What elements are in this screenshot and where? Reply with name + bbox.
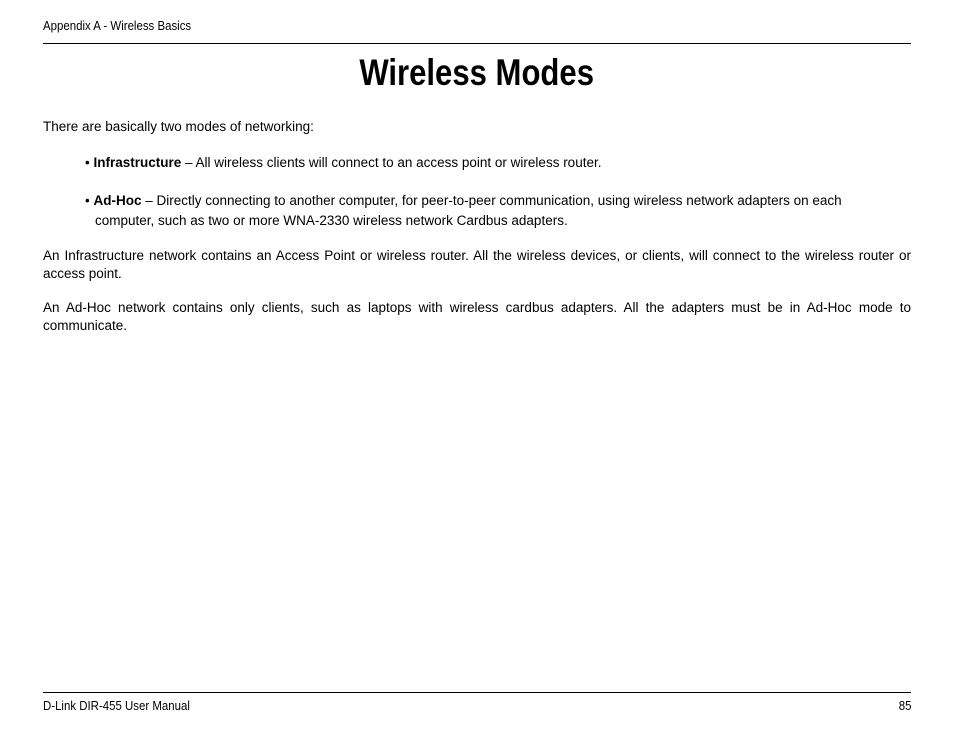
footer-manual-name: D-Link DIR-455 User Manual — [43, 698, 190, 713]
bullet-marker: • — [85, 155, 90, 170]
bullet-term: Infrastructure — [93, 155, 182, 170]
bullet-marker: • — [85, 193, 90, 208]
bullet-adhoc — [85, 191, 895, 231]
bullet-text: – All wireless clients will connect to an access point or wireless router. — [181, 155, 602, 170]
header-divider — [43, 43, 911, 44]
footer-divider — [43, 692, 911, 693]
bullet-term: Ad-Hoc — [93, 193, 142, 208]
adhoc-paragraph: An Ad-Hoc network contains only clients, such as laptops with wireless cardbus adapters. All the adapters must be in Ad-Hoc mode to communicate. — [43, 300, 911, 333]
page-title-text: Wireless Modes — [359, 52, 595, 93]
bullet-infrastructure — [85, 153, 895, 173]
bullet-text: – Directly connecting to another computer, for peer-to-peer communication, using wireless network adapters on each computer, such as two or more WNA-2330 wireless network Cardbus adapters. — [95, 193, 842, 228]
intro-paragraph: There are basically two modes of networking: — [43, 119, 314, 134]
page-title — [0, 52, 954, 94]
page-number: 85 — [898, 698, 911, 713]
running-header: Appendix A - Wireless Basics — [43, 18, 192, 33]
infrastructure-paragraph: An Infrastructure network contains an Access Point or wireless router. All the wireless devices, or clients, will connect to the wireless router or access point. — [43, 248, 911, 281]
